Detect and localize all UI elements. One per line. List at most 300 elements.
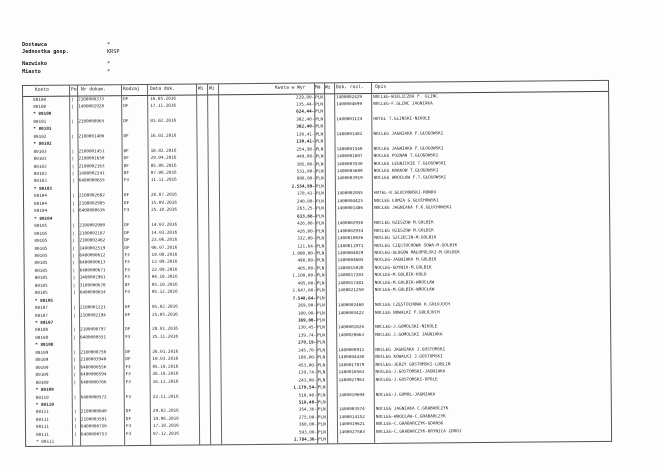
- cell-data: 28.01.2016: [152, 327, 179, 333]
- cell-kwota: 130,41-: [296, 139, 315, 145]
- cell-pozn: |: [71, 164, 75, 170]
- surname-value: *: [107, 61, 111, 67]
- cell-rodz: DF: [125, 327, 131, 333]
- cell-rodz: DF: [124, 230, 130, 236]
- cell-rodz: DF: [123, 163, 129, 169]
- cell-dok: 1400002460: [337, 303, 364, 309]
- cell-kwota: 495,00-: [297, 281, 316, 287]
- cell-nr: 6400000556: [80, 364, 107, 371]
- cell-dok: 1400001486: [337, 206, 363, 212]
- cell-konto: * 80111: [36, 439, 55, 446]
- cell-data: 06.07.2016: [151, 245, 178, 251]
- cell-konto: * 80103: [33, 186, 53, 192]
- cell-nr: 2100000840: [80, 409, 107, 415]
- cell-kwota: 121,64-: [297, 243, 316, 250]
- cell-rodz: F3: [124, 260, 130, 266]
- cell-kwota: 354,36-: [298, 407, 317, 413]
- cell-konto: 80103: [33, 171, 47, 177]
- cell-dok: 1400020663: [338, 332, 365, 339]
- cell-data: 19.06.2016: [152, 416, 179, 422]
- cell-ma: PLN: [315, 94, 323, 100]
- cell-ma: PLN: [315, 176, 324, 182]
- cell-nr: 1400002519: [79, 245, 106, 252]
- cell-kwota: 270,19-: [298, 340, 317, 346]
- cell-nr: 2100000797: [80, 327, 107, 333]
- cell-rodz: DF: [123, 118, 129, 124]
- cell-pozn: |: [73, 365, 77, 371]
- cell-ma: PLN: [316, 221, 325, 227]
- cell-dok: 1400021259: [337, 288, 364, 294]
- cell-ma: PLN: [316, 288, 325, 294]
- cell-ma: PLN: [315, 154, 324, 160]
- cell-ma: PLN: [315, 169, 324, 175]
- cell-nr: 6400000706: [80, 379, 107, 386]
- cell-rodz: F3: [124, 253, 130, 259]
- cell-rodz: DF: [124, 305, 131, 311]
- cell-opis: NOCLEG-JERZY GOSTOMSKI-LUBLIN: [375, 361, 451, 368]
- cell-opis: NOCLEG ŁOMŻA G.GŁUCHOWSKI: [374, 198, 439, 204]
- cell-data: 22.11.2016: [152, 394, 179, 400]
- cell-rodz: F3: [126, 431, 132, 437]
- cell-data: 16.02.2016: [150, 133, 177, 139]
- cell-ma: PLN: [317, 370, 326, 376]
- cell-ma: PLN: [316, 303, 325, 309]
- cell-ma: PLN: [316, 310, 325, 316]
- cell-pozn: |: [73, 417, 77, 423]
- col-dok: Dok. rozl.: [336, 85, 364, 91]
- cell-opis: NOCLEG-J.GOMÓLSKI-NIKOLE: [375, 324, 438, 331]
- cell-ma: PLN: [315, 109, 324, 115]
- cell-opis: NOCLEG JAGNIAKA F.GŁOGOWSKI: [373, 145, 444, 152]
- cell-rodz: DF: [124, 238, 130, 244]
- cell-rodz: F3: [125, 394, 131, 400]
- cell-data: 01.02.2016: [150, 118, 177, 124]
- cell-pozn: |: [72, 268, 76, 274]
- cell-konto: 80100: [33, 104, 47, 110]
- cell-konto: 80103: [33, 156, 47, 162]
- cell-ma: PLN: [317, 385, 326, 391]
- cell-kwota: 269,00-: [297, 303, 316, 309]
- cell-dok: 1400004605: [337, 258, 364, 264]
- cell-opis: NOCLEG-J.GOSTOMSKI-JAGNIAKA: [375, 369, 446, 376]
- cell-data: 11.11.2016: [150, 178, 177, 184]
- cell-ma: PLN: [315, 191, 324, 197]
- cell-ma: PLN: [316, 206, 324, 212]
- cell-opis: NOCLEG KOWALKI J.GOSTOMSKI: [375, 354, 443, 361]
- cell-nr: 6400000636: [79, 208, 105, 214]
- cell-konto: * 80110: [35, 402, 54, 408]
- cell-kwota: 275,00-: [298, 415, 317, 421]
- cell-nr: 6400000655: [78, 178, 105, 184]
- cell-konto: 80111: [36, 432, 50, 438]
- cell-konto: 80105: [34, 276, 48, 282]
- cell-dok: 1400001540: [336, 146, 363, 152]
- cell-opis: NOCLEG LEGNICKIE T.GŁOGOWSKI: [373, 160, 447, 167]
- col-wz: Wz: [325, 85, 331, 91]
- cell-data: 18.02.2016: [150, 148, 177, 154]
- cell-ma: PLN: [317, 340, 326, 346]
- cell-pozn: |: [71, 171, 75, 177]
- col-kwota: Kwota w Wyr: [275, 85, 306, 91]
- cell-ma: PLN: [315, 161, 324, 167]
- cell-nr: 6400000572: [80, 394, 107, 400]
- cell-kwota: 302,40-: [296, 124, 315, 130]
- cell-ma: PLN: [316, 199, 324, 205]
- cell-nr: 6400000654: [79, 290, 106, 296]
- cell-nr: 2100001451: [78, 148, 105, 155]
- cell-dok: 1400019621: [338, 422, 365, 428]
- cell-pozn: |: [73, 380, 77, 386]
- cell-dok: 1400002429: [336, 94, 363, 100]
- cell-konto: 80109: [35, 380, 49, 386]
- cell-konto: 80109: [35, 350, 49, 356]
- cell-opis: NOCLEG NOWALKI F.GOŁOJUCH: [374, 309, 440, 316]
- cell-kwota: 531,00-: [296, 169, 315, 175]
- cell-pozn: |: [73, 335, 76, 341]
- cell-ma: PLN: [318, 437, 326, 443]
- cell-konto: 80105: [34, 246, 48, 252]
- cell-rodz: F3: [125, 379, 131, 385]
- cell-kwota: 245,70-: [298, 348, 317, 354]
- cell-kwota: 240,00-: [296, 199, 316, 205]
- cell-kwota: 800,00-: [296, 176, 315, 183]
- cell-opis: NOCLEG J.GOMÓLSKI JAGNIAKA: [375, 332, 443, 338]
- cell-kwota: 130,41-: [296, 132, 315, 138]
- cell-pozn: |: [73, 372, 77, 378]
- cell-dok: 1400019694: [338, 392, 365, 398]
- cell-kwota: 453,00-: [298, 363, 317, 369]
- col-nr: Nr dokum.: [81, 87, 106, 93]
- cell-dok: 1400004029: [337, 250, 364, 257]
- cell-konto: * 80109: [35, 387, 54, 393]
- cell-ma: PLN: [318, 430, 326, 436]
- ledger-table: [22, 80, 612, 447]
- cell-konto: 80105: [34, 290, 48, 297]
- cell-ma: PLN: [317, 333, 325, 339]
- cell-nr: 2100001650: [78, 156, 105, 162]
- cell-nr: 2100003948: [80, 357, 107, 363]
- cell-konto: 80101: [33, 119, 47, 125]
- cell-dok: 1400002934: [337, 228, 364, 234]
- cell-konto: 80104: [33, 194, 47, 200]
- cell-pozn: |: [72, 253, 76, 259]
- cell-nr: 2100002985: [79, 201, 105, 207]
- cell-pozn: |: [73, 409, 77, 415]
- cell-ma: PLN: [316, 243, 325, 249]
- cell-rodz: DF: [123, 104, 129, 110]
- cell-opis: NOCLEG CZĘSTOCHOWA K.GOŁOJUCH: [374, 302, 450, 309]
- cell-ma: PLN: [315, 117, 324, 123]
- cell-dok: 1400002930: [337, 221, 364, 227]
- cell-data: 14.03.2016: [151, 230, 178, 236]
- cell-pozn: |: [72, 238, 75, 244]
- cell-data: 25.11.2016: [152, 334, 179, 340]
- cell-ma: PLN: [317, 377, 326, 384]
- col-data: Data dok.: [150, 86, 175, 92]
- cell-nr: 2100001221: [79, 305, 106, 311]
- cell-kwota: 135,44-: [296, 102, 315, 108]
- cell-pozn: |: [71, 97, 74, 103]
- cell-opis: NOCLEG RZESZÓW M.GOLBIK: [374, 220, 434, 227]
- cell-konto: 80105: [34, 283, 48, 289]
- unit-label: Jednostka gosp.: [22, 49, 69, 55]
- cell-opis: HOTEL-K.GŁUCHOWSKI-RONDO: [373, 190, 437, 197]
- cell-dok: 1400010036: [337, 236, 364, 242]
- cell-dok: 1400000911: [338, 347, 365, 354]
- cell-nr: 1400002928: [78, 104, 105, 110]
- cell-rodz: F3: [125, 364, 131, 370]
- cell-opis: NOCLEG-GŁOGÓW MAŁOPOLSKI-M.GOLBIK: [374, 250, 460, 256]
- cell-pozn: |: [72, 201, 75, 207]
- cell-nr: 2100002187: [79, 230, 106, 237]
- cell-rodz: DF: [123, 193, 130, 199]
- cell-data: 25.05.2016: [151, 312, 178, 318]
- cell-dok: 1400002055: [336, 191, 363, 197]
- cell-dok: 1400003574: [338, 407, 365, 413]
- cell-data: 15.09.2016: [151, 200, 177, 206]
- cell-dok: 1400004430: [338, 355, 365, 361]
- cell-kwota: 1.784,36-: [293, 437, 318, 443]
- cell-ma: PLN: [316, 228, 325, 235]
- cell-ma: PLN: [316, 236, 325, 242]
- cell-dok: 1400004425: [337, 198, 363, 205]
- cell-rodz: DF: [123, 156, 129, 162]
- cell-dok: 1400018563: [338, 370, 365, 376]
- cell-nr: 3100000678: [79, 283, 106, 289]
- cell-pozn: |: [72, 231, 75, 237]
- cell-kwota: 1.080,00-: [292, 251, 316, 257]
- cell-kwota: 518,40-: [298, 392, 317, 399]
- cell-pozn: |: [73, 327, 76, 334]
- cell-konto: 80109: [35, 372, 49, 379]
- cell-kwota: 405,00-: [297, 266, 316, 272]
- cell-kwota: 426,00-: [297, 229, 316, 235]
- cell-kwota: 100,00-: [297, 310, 317, 317]
- cell-ma: PLN: [315, 184, 324, 190]
- cell-pozn: |: [71, 156, 75, 162]
- cell-konto: 80111: [35, 417, 49, 423]
- col-opis: Opis: [375, 84, 387, 90]
- cell-kwota: 139,74-: [298, 333, 317, 339]
- cell-opis: NOCLEG-JAGNIAKA M.GOLBIK: [374, 257, 437, 264]
- cell-ma: PLN: [317, 355, 326, 361]
- cell-data: 17.10.2016: [152, 423, 179, 430]
- cell-opis: NOCLEG-M.GOLBIK-KOŁO: [374, 272, 427, 279]
- cell-ma: PLN: [317, 318, 325, 324]
- cell-dok: 1400001024: [338, 325, 365, 331]
- cell-nr: 6400000756: [80, 424, 107, 430]
- cell-data: 26.01.2016: [152, 349, 179, 355]
- cell-konto: 80111: [35, 425, 49, 431]
- cell-nr: 1400002961: [79, 275, 106, 281]
- cell-konto: 80100: [33, 97, 47, 103]
- supplier-label: Dostawca: [22, 42, 47, 48]
- cell-data: 10.03.2016: [152, 356, 179, 363]
- col-wi1: Wi: [198, 86, 204, 92]
- cell-konto: 80108: [35, 328, 49, 334]
- cell-rodz: DF: [124, 312, 131, 318]
- cell-data: 16.12.2016: [152, 379, 179, 385]
- cell-opis: HOTEL T.GLIŃSKI-NIKOLE: [373, 116, 431, 122]
- cell-opis: NOCLEG-C.GRABARCZYK-KRYNICA ZDRÓJ: [376, 428, 462, 435]
- cell-data: 23.06.2016: [151, 237, 178, 243]
- cell-konto: * 80100: [33, 112, 52, 118]
- cell-kwota: 360,00-: [298, 422, 318, 428]
- cell-ma: PLN: [317, 400, 326, 406]
- cell-opis: NOCLEG RZESZÓW M.GOLBIK: [374, 228, 434, 234]
- cell-dok: 1400003422: [337, 310, 364, 316]
- cell-opis: NOCLEG JAGNIAKA F.GŁOGOWSKI: [373, 131, 444, 137]
- cell-konto: 80103: [33, 179, 47, 185]
- cell-kwota: 1.179,54-: [293, 385, 317, 391]
- cell-pozn: |: [71, 134, 75, 140]
- cell-rodz: DF: [125, 416, 132, 422]
- cell-kwota: 624,44-: [296, 109, 315, 115]
- col-ma: Ma: [315, 85, 321, 91]
- cell-nr: 6400000613: [79, 260, 106, 266]
- cell-data: 19.08.2016: [151, 252, 178, 258]
- cell-dok: 1400001124: [336, 116, 363, 123]
- cell-ma: PLN: [317, 422, 326, 428]
- cell-ma: PLN: [317, 415, 326, 421]
- col-wi2: Wi: [209, 86, 215, 92]
- cell-opis: NOCLEG-WIELICZKA F. GLINC: [373, 93, 438, 100]
- cell-ma: PLN: [315, 124, 324, 130]
- cell-konto: 80105: [34, 261, 48, 267]
- cell-rodz: F3: [125, 424, 132, 430]
- col-pozn: Po: [71, 87, 77, 93]
- cell-ma: PLN: [316, 281, 325, 287]
- cell-kwota: 1.647,00-: [292, 288, 316, 294]
- cell-kwota: 426,00-: [297, 221, 316, 227]
- cell-kwota: 369,00-: [297, 318, 317, 324]
- cell-kwota: 130,45-: [298, 325, 317, 332]
- cell-konto: 80109: [35, 358, 49, 364]
- surname-label: Nazwisko: [22, 61, 47, 67]
- col-rodzaj: Rodzaj: [123, 86, 140, 93]
- cell-opis: NOCLEG-C.GRABARCZYK-GDAŃSK: [375, 421, 444, 428]
- cell-kwota: 263,25-: [296, 206, 316, 212]
- cell-opis: NOCLEG POZNAŃ T.GŁOGOWSKI: [373, 153, 439, 160]
- cell-pozn: |: [72, 275, 76, 281]
- cell-pozn: |: [72, 290, 76, 296]
- cell-konto: 80105: [34, 253, 48, 259]
- cell-nr: 6400000671: [79, 268, 106, 274]
- cell-kwota: 332,00-: [297, 236, 316, 242]
- cell-pozn: |: [71, 119, 74, 125]
- cell-pozn: |: [72, 260, 76, 266]
- cell-rodz: F3: [124, 275, 130, 281]
- cell-data: 28.07.2016: [150, 192, 177, 199]
- cell-ma: PLN: [315, 147, 324, 153]
- cell-nr: 2100003591: [80, 417, 107, 423]
- cell-kwota: 518,40-: [298, 400, 317, 406]
- cell-data: 25.10.2016: [151, 207, 177, 214]
- cell-data: 17.11.2016: [150, 103, 177, 109]
- cell-pozn: |: [72, 283, 76, 289]
- city-label: Miasto: [22, 69, 41, 75]
- cell-data: 05.10.2016: [152, 364, 179, 370]
- cell-opis: NOCLEG-J.GOMÓŁ-JAGNIAKA: [375, 391, 436, 398]
- cell-kwota: 170,41-: [296, 191, 315, 197]
- cell-rodz: DF: [125, 409, 132, 415]
- cell-rodz: F3: [124, 290, 131, 296]
- cell-dok: 1400003530: [336, 161, 363, 167]
- cell-konto: * 80102: [33, 141, 52, 148]
- cell-kwota: 180,00-: [298, 355, 317, 361]
- cell-dok: 1400027963: [338, 377, 365, 383]
- cell-data: 05.06.2016: [150, 163, 177, 169]
- cell-konto: 80102: [33, 134, 47, 140]
- cell-kwota: 243,00-: [298, 378, 317, 384]
- cell-nr: 2100000750: [80, 350, 107, 356]
- cell-nr: 6400000594: [80, 372, 107, 378]
- cell-rodz: F3: [125, 372, 131, 378]
- cell-nr: 6400000612: [79, 253, 106, 259]
- cell-nr: 2100000965: [78, 119, 105, 125]
- cell-data: 16.05.2016: [150, 96, 177, 102]
- cell-konto: 80107: [34, 313, 48, 319]
- cell-data: 05.02.2016: [151, 304, 178, 310]
- cell-kwota: 139,74-: [298, 370, 317, 376]
- cell-ma: PLN: [317, 348, 326, 354]
- cell-nr: 2100000373: [78, 96, 105, 103]
- cell-kwota: 229,00-: [295, 94, 315, 101]
- cell-opis: NOCLEG-J.GOSTOMSKI-OPOLE: [375, 376, 438, 383]
- cell-nr: 2100002080: [79, 223, 106, 229]
- cell-nr: 2100001406: [78, 134, 105, 140]
- col-konto: Konto: [35, 87, 49, 93]
- cell-pozn: |: [72, 223, 75, 229]
- cell-konto: * 80105: [34, 298, 54, 304]
- cell-data: 29.04.2016: [150, 155, 177, 161]
- cell-konto: 80104: [34, 209, 48, 215]
- cell-konto: 80103: [33, 164, 47, 170]
- cell-kwota: 254,98-: [296, 147, 315, 153]
- cell-pozn: |: [71, 104, 74, 110]
- cell-data: 05.12.2016: [151, 289, 178, 296]
- cell-kwota: 7.548,64-: [292, 296, 316, 302]
- cell-opis: NOCLEG JAGNIAKA C.GRABARCZYK: [375, 406, 449, 413]
- cell-pozn: |: [71, 193, 75, 199]
- cell-dok: 1400001807: [336, 154, 363, 160]
- cell-pozn: |: [72, 208, 75, 214]
- cell-konto: 80105: [34, 231, 48, 237]
- cell-ma: PLN: [317, 407, 326, 413]
- cell-data: 26.10.2016: [152, 371, 179, 378]
- cell-konto: 80109: [35, 365, 49, 371]
- supplier-value: *: [107, 42, 111, 48]
- cell-konto: 80103: [33, 149, 47, 155]
- cell-ma: PLN: [317, 325, 325, 331]
- cell-nr: 2100002163: [78, 163, 105, 170]
- cell-dok: 1400004699: [336, 101, 363, 108]
- cell-dok: 1400014152: [338, 414, 365, 421]
- cell-ma: PLN: [316, 214, 324, 220]
- cell-dok: 1400003919: [336, 176, 363, 182]
- cell-konto: 80105: [34, 223, 48, 230]
- cell-data: 05.10.2016: [151, 282, 178, 288]
- cell-data: 22.09.2016: [151, 267, 178, 273]
- cell-opis: NOCLEG-GDYNIA-M.GOLBIK: [374, 265, 432, 271]
- cell-rodz: DF: [124, 223, 130, 229]
- cell-pozn: |: [72, 305, 76, 311]
- cell-rodz: DF: [123, 133, 129, 139]
- cell-nr: 2100002682: [78, 193, 105, 199]
- cell-nr: 1400002241: [78, 171, 105, 177]
- cell-dok: 1400003609: [336, 169, 363, 175]
- cell-ma: PLN: [316, 266, 325, 272]
